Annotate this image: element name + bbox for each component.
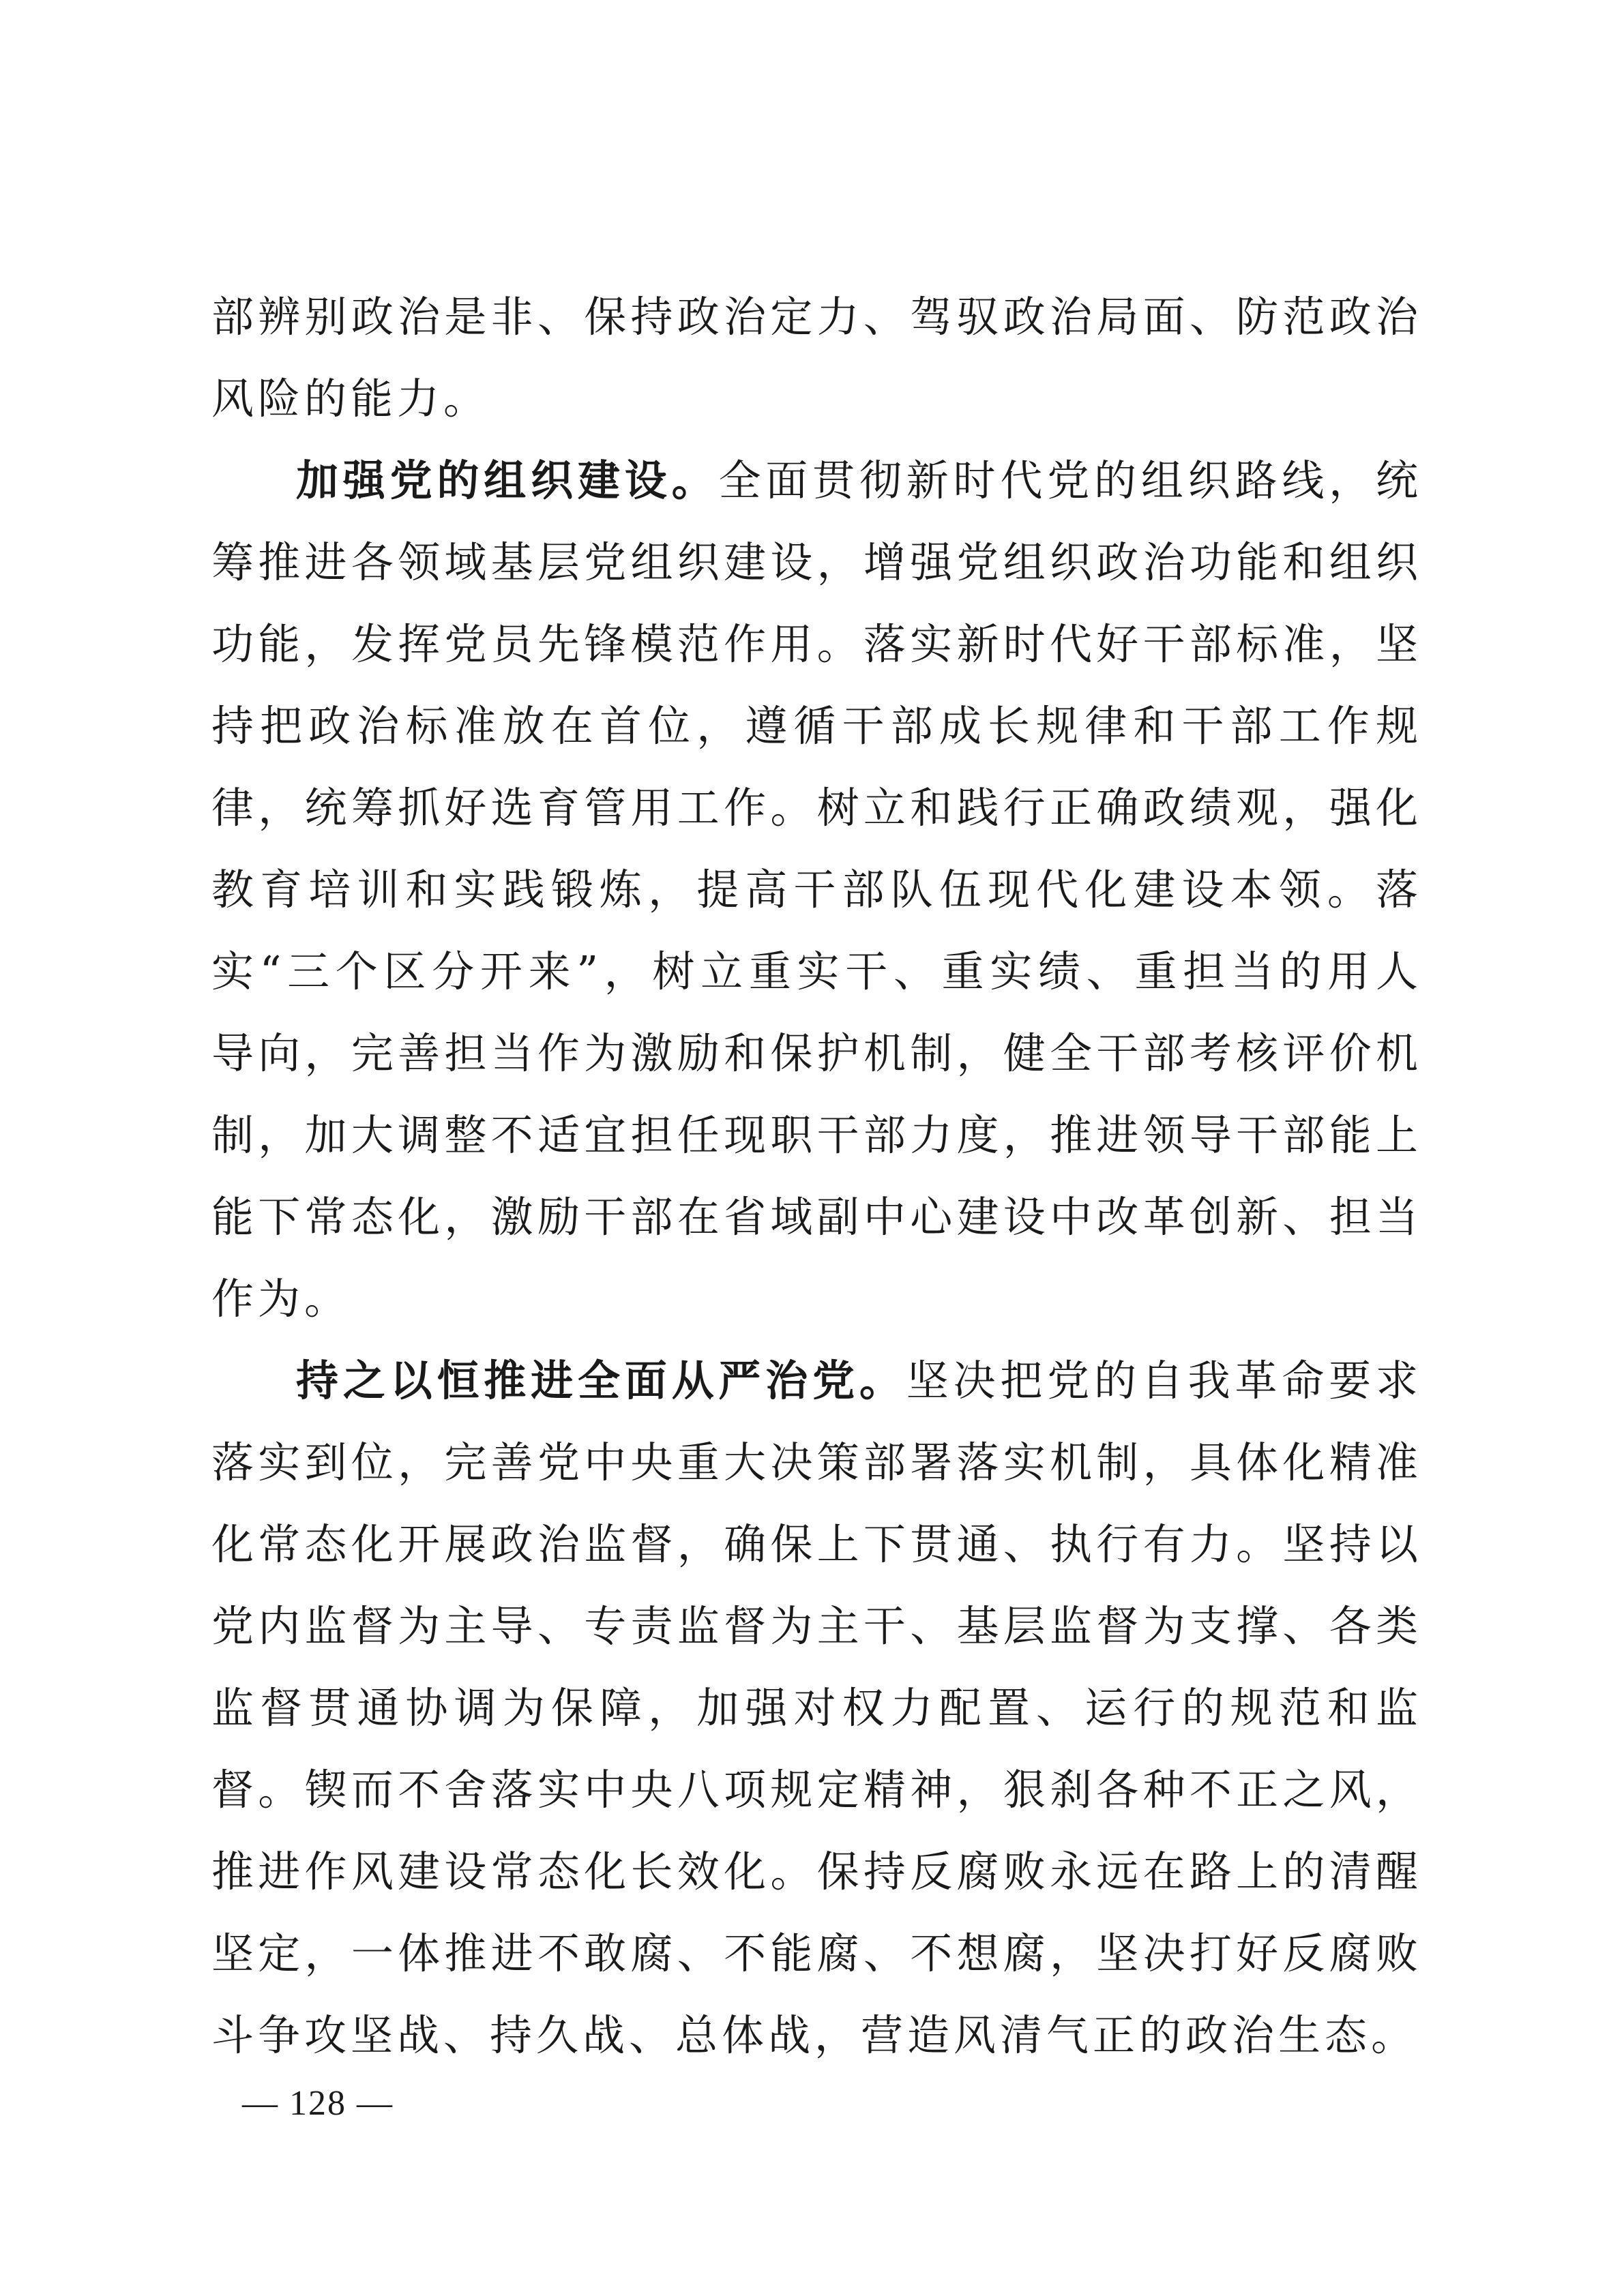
page-number: — 128 — — [242, 2084, 394, 2123]
paragraph-organization-building — [211, 440, 1422, 1340]
paragraph-heading: 持之以恒推进全面从严治党。 — [296, 1356, 906, 1405]
paragraph-heading: 加强党的组织建设。 — [296, 456, 719, 505]
paragraph-continued — [211, 276, 1422, 440]
document-body — [211, 276, 1422, 2060]
paragraph-text: 坚决把党的自我革命要求落实到位，完善党中央重大决策部署落实机制，具体化精准化常态化开展政治监督，确保上下贯通、执行有力。坚持以党内监督为主导、专责监督为主干、基层监督为支撑、各类监督贯通协调为保障，加强对权力配置、运行的规范和监督。锲而不舍落实中央八项规定精神，狠刹各种不正之风，推进作风建设常态化长效化。保持反腐败永远在路上的清醒坚定，一体推进不敢腐、不能腐、不想腐，坚决打好反腐败斗争攻坚战、持久战、总体战，营造风清气正的政治生态。 — [211, 1356, 1422, 2060]
paragraph-strict-governance — [211, 1340, 1422, 2076]
paragraph-text: 部辨别政治是非、保持政治定力、驾驭政治局面、防范政治风险的能力。 — [211, 292, 1422, 423]
paragraph-text: 全面贯彻新时代党的组织路线，统筹推进各领域基层党组织建设，增强党组织政治功能和组织功能，发挥党员先锋模范作用。落实新时代好干部标准，坚持把政治标准放在首位，遵循干部成长规律和干部工作规律，统筹抓好选育管用工作。树立和践行正确政绩观，强化教育培训和实践锻炼，提高干部队伍现代化建设本领。落实“三个区分开来”，树立重实干、重实绩、重担当的用人导向，完善担当作为激励和保护机制，健全干部考核评价机制，加大调整不适宜担任现职干部力度，推进领导干部能上能下常态化，激励干部在省域副中心建设中改革创新、担当作为。 — [211, 456, 1422, 1324]
